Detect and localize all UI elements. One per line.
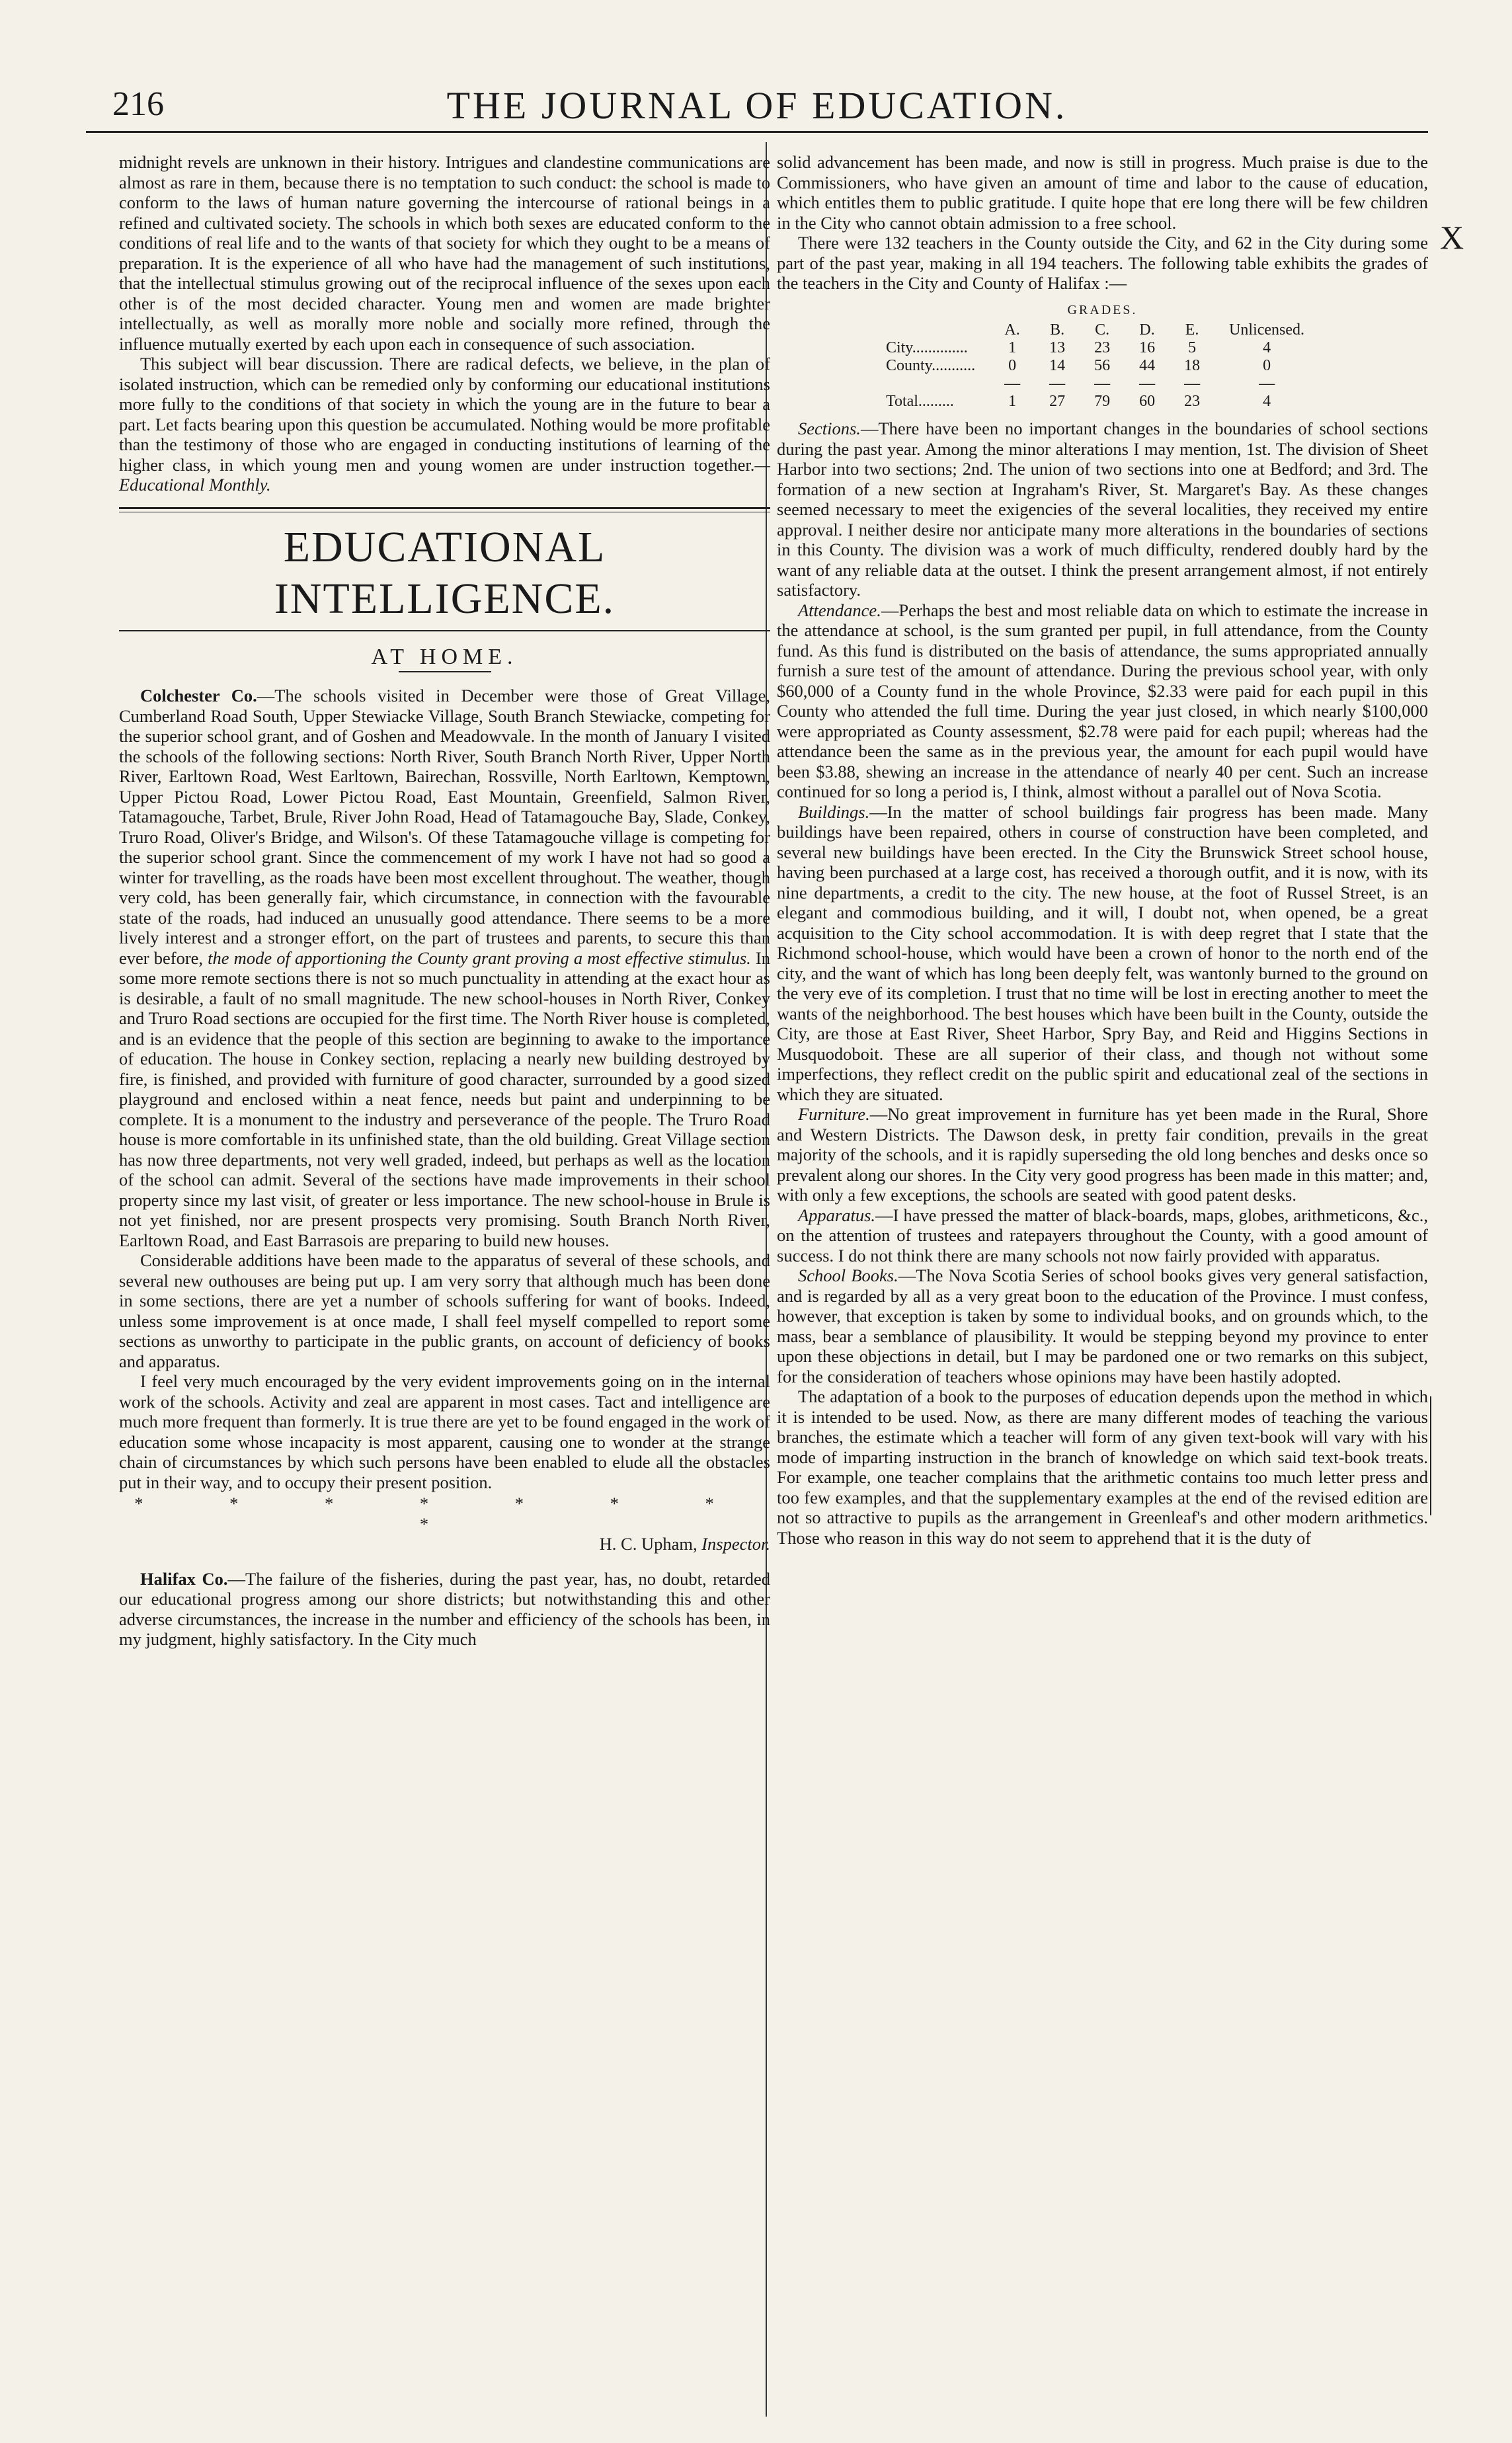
table-cell: — (1004, 375, 1021, 392)
table-cell: 44 (1139, 357, 1156, 374)
section-title: EDUCATIONAL INTELLIGENCE. (274, 522, 616, 623)
table-header-cell: A. (1004, 321, 1020, 339)
table-cell: — (1094, 375, 1111, 392)
inspector-signature (119, 1534, 770, 1554)
report-paragraph (119, 1569, 770, 1650)
topic-heading: Apparatus. (798, 1205, 876, 1225)
paragraph-text: —The failure of the fisheries, during the past year, has, no doubt, retarded our educational progress among our shore districts; but notwithstanding this and other adverse circumstances, the increase in the number and efficiency of the schools has been, in my judgment, highly satisfactory. In the City much (119, 1568, 770, 1649)
article-paragraph: midnight revels are unknown in their history. Intrigues and clandestine communications are almost as rare in them, because there is no temptation to such conduct: the school is made to conform to the laws of human nature governing the intercourse of rational beings in a refined and cultivated society. The schools in which both sexes are educated conform to the conditions of real life and to the wants of that society for which they ought to be a means of preparation. It is the experience of all who have had the management of such institutions, that the intellectual stimulus growing out of the reciprocal influence of the sexes upon each other is of the most decided character. Young men and women are made brighter intellectually, as well as morally more noble and socially more refined, through the influence mutually exerted by each upon each in consequence of such association. (119, 152, 770, 354)
paragraph-text: —I have pressed the matter of black-boards, maps, globes, arithmeticons, &c., on the attention of trustees and ratepayers throughout the County, with a good amount of success. I do not think there are many schools not now fairly provided with apparatus. (777, 1205, 1428, 1265)
table-cell: 13 (1049, 339, 1066, 356)
emphasis-text: the mode of apportioning the County grant proving a most effective stimulus. (208, 947, 751, 968)
handwritten-x-mark: X (1440, 219, 1464, 256)
report-paragraph: The adaptation of a book to the purposes of education depends upon the method in which it is intended to be used. Now, as there are many different modes of teaching the various branches, the estimate which a teacher will form of any given text-book will vary with his mode of imparting instruction in the branch of knowledge on which said text-book treats. For example, one teacher complains that the arithmetic contains too much letter press and too few examples, and that the supplementary examples at the end of the revised edition are not so attractive to pupils as the arrangement in Greenleaf's and other modern arithmetics. Those who reason in this way do not seem to apprehend that it is the duty of (777, 1386, 1428, 1548)
table-row (886, 339, 1319, 357)
paragraph-text: —The Nova Scotia Series of school books gives very general satisfaction, and is regarded by all as a very great boon to the education of the Province. I must confess, however, that exception is taken by some to individual books, and on grounds which, to the mass, bear a semblance of plausibility. It would be stepping beyond my province to enter upon these objections in detail, but I may be pardoned one or two remarks on this subject, for the consideration of teachers whose opinions may have been hastily adopted. (777, 1265, 1429, 1386)
topic-heading: Buildings. (798, 801, 870, 822)
paragraph-text: —The schools visited in December were those of Great Village, Cumberland Road South, Upper Stewiacke Village, South Branch Stewiacke, competing for the superior school grant, and of Goshen and Meadowvale. In the month of January I visited the schools of the following sections: North River, South Branch North River, Upper North River, Earltown Road, West Earltown, Bairechan, Rossville, North Earltown, Kemptown, Upper Pictou Road, Lower Pictou Road, East Mountain, Greenfield, Salmon River, Tatamagouche, Tarbet, Brule, River John Road, Head of Tatamagouche Bay, Slade, Conkey, Truro Road, Oliver's Bridge, and Wilson's. Of these Tatamagouche village is competing for the superior school grant. Since the commencement of my work I have not had so good a winter for travelling, as the roads have been most excellent throughout. The weather, though very cold, has been generally fair, which circumstance, in connection with the favourable state of the roads, had induced an unusually good attendance. There seems to be a more lively interest and a stronger effort, on the part of trustees and parents, to secure this than ever before, (119, 686, 770, 968)
report-paragraph (777, 1104, 1428, 1205)
paragraph-text: In some more remote sections there is not so much punctuality in attending at the exact hour as is desirable, a fault of no small magnitude. The new school-houses in North River, Conkey and Truro Road sections are occupied for the first time. The North River house is completed, and is an evidence that the people of this section are beginning to awake to the importance of education. The house in Conkey section, replacing a nearly new building destroyed by fire, is finished, and provided with furniture of good character, surrounded by a good sized playground and enclosed within a neat fence, needs but paint and underpinning to be complete. It is a monument to the industry and perseverance of the people. The Truro Road house is more comfortable in its unfinished state, than the old building. Great Village section has now three departments, not very well graded, indeed, but perhaps as well as the location of the school can admit. Several of the sections have made improvements in their school property since my last visit, of greater or less importance. The new school-house in Brule is not yet finished, nor are present prospects very promising. South Branch North River, Earltown Road, and East Barrasois are preparing to build new houses. (119, 947, 771, 1250)
table-cell: 79 (1094, 393, 1111, 410)
table-header-cell: B. (1050, 321, 1065, 339)
table-header-cell: E. (1185, 321, 1199, 339)
table-cell (886, 375, 990, 393)
section-rule (119, 630, 770, 631)
page-header (86, 78, 1428, 133)
table-cell: City.............. (885, 339, 968, 356)
table-cell: 1 (1008, 339, 1017, 356)
table-cell: 27 (1049, 393, 1066, 410)
table-header-cell: D. (1139, 321, 1155, 339)
report-paragraph (777, 1265, 1428, 1386)
table-total-row (886, 393, 1319, 411)
county-heading: Colchester Co. (140, 686, 257, 705)
table-cell: 23 (1094, 339, 1111, 356)
report-paragraph (777, 419, 1428, 600)
handwritten-margin-line (1430, 1396, 1431, 1515)
table-cell: — (1139, 375, 1156, 392)
topic-heading: Sections. (798, 419, 861, 438)
table-header-cell: Unlicensed. (1229, 321, 1305, 339)
article-paragraph (119, 354, 770, 495)
table-cell: Total......... (885, 393, 954, 410)
topic-heading: Attendance. (798, 600, 881, 620)
journal-title: THE JOURNAL OF EDUCATION. (446, 84, 1068, 127)
report-paragraph: I feel very much encouraged by the very evident improvements going on in the internal work of the schools. Activity and zeal are apparent in most cases. Tact and intelligence are much more frequent than formerly. It is true there are yet to be found engaged in the work of education some whose incapacity is most apparent, causing one to wonder at the strange chain of circumstances by which such persons have been enabled to elude all the obstacles put in their way, and to occupy their present position. (119, 1371, 770, 1492)
table-cell: 5 (1188, 339, 1197, 356)
table-header-row (886, 321, 1319, 339)
grades-table (886, 321, 1319, 411)
signature-title: Inspector. (701, 1534, 770, 1554)
paragraph-text: —In the matter of school buildings fair progress has been made. Many buildings have been repaired, others in course of construction have been completed, and several new buildings have been erected. In the City the Brunswick Street school house, having been purchased at a large cost, has received a thorough outfit, and it is now, with its nine departments, a credit to the city. The new house, at the foot of Russel Street, is an elegant and commodious building, and it will, I doubt not, when opened, be a great acquisition to the City school accommodation. It is with deep regret that I state that the Richmond school-house, which would have been a crown of honor to the north end of the city, and the want of which has long been deeply felt, was wantonly burned to the ground on the very eve of its completion. I trust that no time will be lost in erecting another to meet the wants of the neighborhood. The best houses which have been built in the County, outside the City, are those at East River, Sheet Harbor, Spry Bay, and Reid and Higgins Sections in Musquodoboit. These are all superior of their class, and though not without some imperfections, they reflect credit on the public spirit and educational zeal of the sections in which they are situated. (777, 801, 1428, 1104)
table-row (886, 357, 1319, 375)
table-cell: — (1049, 375, 1066, 392)
subsection-heading: AT HOME. (371, 644, 518, 669)
table-header-cell: C. (1095, 321, 1110, 339)
table-cell: 14 (1049, 357, 1066, 374)
left-column (119, 152, 770, 1650)
table-header-cell (886, 321, 990, 339)
report-paragraph (119, 686, 770, 1250)
report-paragraph: solid advancement has been made, and now is still in progress. Much praise is due to the Commissioners, who have given an amount of time and labor to the cause of education, which entitles them to public gratitude. I quite hope that ere long there will be few children in the City who cannot obtain admission to a free school. (777, 152, 1428, 233)
report-paragraph: Considerable additions have been made to the apparatus of several of these schools, and several new outhouses are being put up. I am very sorry that although much has been done in some sections, there are yet a number of schools suffering for want of books. Indeed, unless some improvement is at once made, I shall feel myself compelled to report some sections as unworthy to participate in the public grants, on account of deficiency of books and apparatus. (119, 1250, 770, 1371)
paragraph-text: This subject will bear discussion. There are radical defects, we believe, in the plan of isolated instruction, which can be remedied only by conforming our educational institutions more fully to the conditions of that society in which the young are in the future to bear a part. Let facts bearing upon this question be accumulated. Nothing would be more profitable than the testimony of those who are engaged in conducting institutions of learning of the higher class, in which young men and young women are under instruction together. (119, 354, 770, 475)
report-paragraph (777, 600, 1428, 802)
report-paragraph (777, 1205, 1428, 1266)
page-number: 216 (112, 85, 164, 123)
report-paragraph: There were 132 teachers in the County outside the City, and 62 in the City during some part of the past year, making in all 194 teachers. The following table exhibits the grades of the teachers in the City and County of Halifax :— (777, 233, 1428, 293)
table-cell: 56 (1094, 357, 1111, 374)
paragraph-text: —There have been no important changes in the boundaries of school sections during the past year. Among the minor alterations I may mention, 1st. The division of Sheet Harbor into two sections; 2nd. The union of two sections into one at Bedford; and 3rd. The formation of a new section at Ingraham's River, St. Margaret's Bay. As these changes seemed necessary to meet the exigencies of the several localities, they received my entire approval. I neither desire nor anticipate many more alterations in the boundaries of sections in this County. The division was a work of much difficulty, rendered doubly hard by the want of any reliable data at the outset. I think the present arrangement almost, if not entirely satisfactory. (777, 419, 1428, 600)
table-cell: 0 (1263, 357, 1271, 374)
section-break-stars: * * * * * * * * (134, 1494, 755, 1534)
section-rule (119, 507, 770, 512)
table-cell: 4 (1263, 393, 1271, 410)
topic-heading: Furniture. (798, 1104, 870, 1124)
table-cell: 18 (1184, 357, 1201, 374)
table-cell: — (1259, 375, 1275, 392)
table-cell: 0 (1008, 357, 1017, 374)
table-cell: — (1184, 375, 1201, 392)
table-caption: GRADES. (1067, 302, 1138, 317)
heading-rule (399, 671, 491, 672)
signature-name: H. C. Upham, (599, 1534, 697, 1554)
table-cell: 60 (1139, 393, 1156, 410)
table-cell: 16 (1139, 339, 1156, 356)
right-column (777, 152, 1428, 1548)
paragraph-text: —Perhaps the best and most reliable data on which to estimate the increase in the attendance at school, is the sum granted per pupil, in full attendance, from the County fund. As this fund is distributed on the basis of attendance, the sums appropriated annually furnish a sure test of the amount of attendance. During the previous school year, with only $60,000 of a County fund in the whole Province, $2.33 were paid for each pupil in this County who attended the full time. During the year just closed, in which nearly $100,000 were appropriated as County assessment, $2.78 were paid for each pupil; whereas had the attendance been the same as in the previous year, the amount for each pupil would have been $3.88, shewing an increase in the attendance of nearly 40 per cent. Such an increase continued for so long a period is, I think, almost without a parallel out of Nova Scotia. (777, 600, 1428, 801)
county-heading: Halifax Co. (140, 1568, 228, 1589)
topic-heading: School Books. (798, 1265, 898, 1285)
source-credit: —Educational Monthly. (119, 454, 770, 495)
table-cell: County........... (885, 357, 976, 374)
report-paragraph (777, 802, 1428, 1105)
table-cell: 1 (1008, 393, 1017, 410)
paragraph-text: —No great improvement in furniture has yet been made in the Rural, Shore and Western Districts. The Dawson desk, in pretty fair condition, prevails in the great majority of the schools, and it is rapidly superseding the old long benches and desks once so prevalent along our shores. In the City very good progress has been made in this matter; and, with only a few exceptions, the schools are seated with good patent desks. (777, 1104, 1428, 1205)
table-rule-row (886, 375, 1319, 393)
table-cell: 4 (1263, 339, 1271, 356)
table-cell: 23 (1184, 393, 1201, 410)
